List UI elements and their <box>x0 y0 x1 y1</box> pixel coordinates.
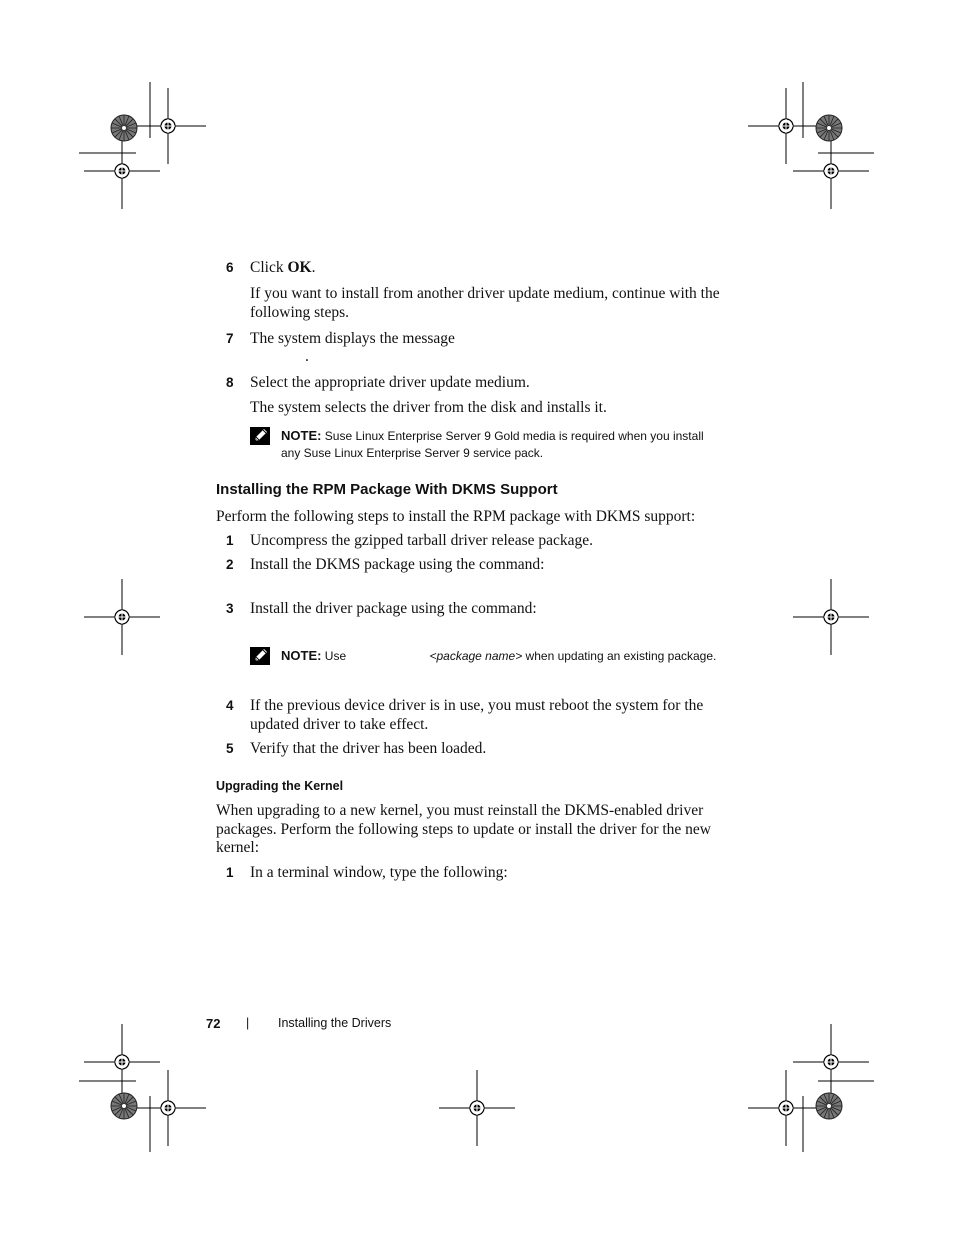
step-number-b5: 5 <box>226 741 234 756</box>
step-number-b4: 4 <box>226 698 234 713</box>
step-number-b1: 1 <box>226 533 234 548</box>
step-7-trailing-dot: . <box>305 348 309 365</box>
note-pencil-icon <box>250 427 270 445</box>
step-b2-text: Install the DKMS package using the command: <box>250 556 545 573</box>
intro-rpm: Perform the following steps to install the RPM package with DKMS support: <box>216 508 696 525</box>
step-6-post: . <box>311 259 316 276</box>
heading-rpm-dkms: Installing the RPM Package With DKMS Support <box>216 481 558 498</box>
footer-section-title: Installing the Drivers <box>278 1016 392 1030</box>
note-2-pre: Use <box>321 649 350 663</box>
step-b4-text: If the previous device driver is in use, you must reboot the system for the updated driver to take effect. <box>250 697 704 733</box>
step-number-8: 8 <box>226 375 234 390</box>
note-1 <box>281 427 721 462</box>
step-6-pre: Click <box>250 259 288 276</box>
step-c1-text: In a terminal window, type the following: <box>250 864 508 881</box>
note-2-post: when updating an existing package. <box>522 649 717 663</box>
note-1-text: Suse Linux Enterprise Server 9 Gold media is required when you install any Suse Linux Enterprise Server 9 service pack. <box>281 429 704 460</box>
step-number-c1: 1 <box>226 865 234 880</box>
footer-page-number: 72 <box>206 1016 221 1031</box>
step-6-text <box>250 259 720 278</box>
step-6-paragraph: If you want to install from another driver update medium, continue with the following steps. <box>250 285 720 321</box>
note-pencil-icon <box>250 647 270 665</box>
heading-upgrading-kernel: Upgrading the Kernel <box>216 779 344 793</box>
step-number-6: 6 <box>226 260 234 275</box>
step-number-b3: 3 <box>226 601 234 616</box>
note-2-package-name: <package name> <box>429 649 523 663</box>
step-b5-text: Verify that the driver has been loaded. <box>250 740 487 757</box>
step-8-paragraph: The system selects the driver from the disk and installs it. <box>250 399 607 416</box>
step-7-text: The system displays the message <box>250 330 455 347</box>
intro-kernel: When upgrading to a new kernel, you must reinstall the DKMS-enabled driver packages. Perform the following steps to update or install the driver for the new kernel: <box>216 802 712 856</box>
note-1-label: NOTE: <box>281 428 322 443</box>
note-2-label: NOTE: <box>281 648 322 663</box>
step-6-ok: OK <box>287 259 312 276</box>
step-b3-text: Install the driver package using the command: <box>250 600 537 617</box>
step-8-text: Select the appropriate driver update medium. <box>250 374 530 391</box>
step-number-7: 7 <box>226 331 234 346</box>
footer-separator: | <box>246 1016 250 1030</box>
step-number-b2: 2 <box>226 557 234 572</box>
note-2 <box>281 647 721 665</box>
step-b1-text: Uncompress the gzipped tarball driver release package. <box>250 532 593 549</box>
